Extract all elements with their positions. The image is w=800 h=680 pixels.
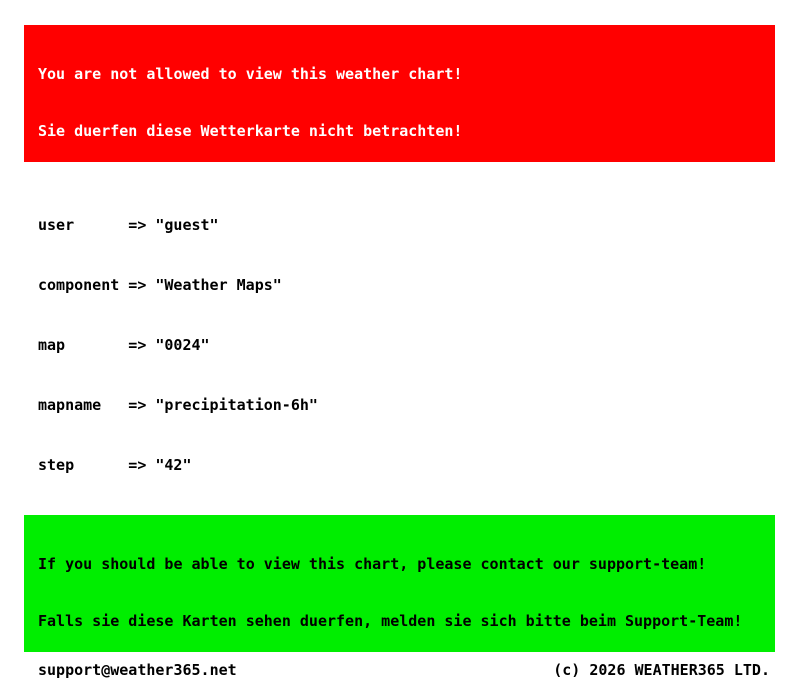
param-row-step (38, 455, 800, 475)
param-key: step (38, 456, 75, 474)
param-row-component (38, 275, 800, 295)
error-line-german: Sie duerfen diese Wetterkarte nicht betrachten! (38, 122, 463, 140)
error-banner (24, 25, 775, 162)
param-value: "guest" (155, 216, 219, 234)
param-key: user (38, 216, 75, 234)
param-value: "42" (155, 456, 192, 474)
param-value: "0024" (155, 336, 210, 354)
param-key: component (38, 276, 120, 294)
info-line-german: Falls sie diese Karten sehen duerfen, melden sie sich bitte beim Support-Team! (38, 612, 743, 630)
param-arrow: => (128, 276, 147, 294)
param-row-mapname (38, 395, 800, 415)
param-arrow: => (128, 396, 147, 414)
param-row-map (38, 335, 800, 355)
param-row-user (38, 215, 800, 235)
request-params-block (38, 175, 800, 495)
param-value: "Weather Maps" (155, 276, 282, 294)
param-key: map (38, 336, 66, 354)
param-arrow: => (128, 216, 147, 234)
param-value: "precipitation-6h" (155, 396, 318, 414)
param-arrow: => (128, 336, 147, 354)
footer (24, 660, 775, 680)
info-line-english: If you should be able to view this chart, please contact our support-team! (38, 555, 707, 573)
copyright-text: (c) 2026 WEATHER365 LTD. (553, 661, 770, 679)
support-email: support@weather365.net (38, 661, 237, 679)
info-banner (24, 515, 775, 652)
error-line-english: You are not allowed to view this weather chart! (38, 65, 463, 83)
param-key: mapname (38, 396, 102, 414)
param-arrow: => (128, 456, 147, 474)
